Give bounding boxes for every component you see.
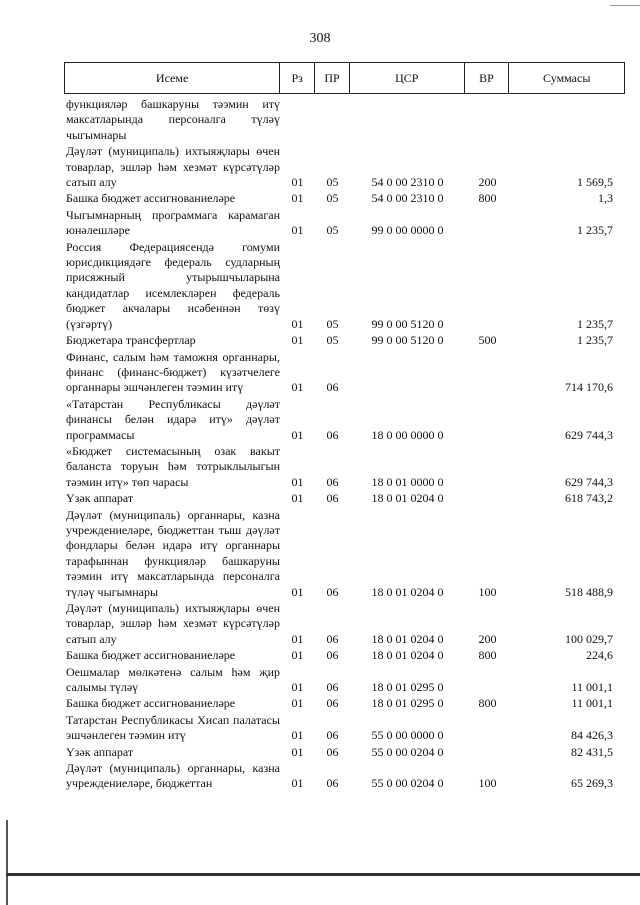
cell-csr: 55 0 00 0000 0 — [371, 728, 444, 743]
table-row — [64, 397, 625, 443]
cell-name: Дәүләт (муниципаль) ихтыяҗлары өчен товарлар, эшләр һәм хезмәт күрсәтүләр сатып алу — [66, 601, 280, 646]
cell-sum: 82 431,5 — [571, 744, 613, 759]
cell-name: «Бюджет системасының озак вакыт баланста торуын һәм тотрыклылыгын тәэмин итү» төп чарасы — [66, 443, 280, 489]
cell-csr: 18 0 01 0295 0 — [371, 696, 444, 711]
cell-pr: 06 — [326, 776, 339, 791]
cell-rz: 01 — [291, 728, 304, 743]
cell-rz: 01 — [291, 680, 304, 695]
cell-name: Бюджетара трансфертлар — [66, 333, 196, 348]
cell-csr: 55 0 00 0204 0 — [371, 744, 444, 759]
cell-name: Башка бюджет ассигнованиеләре — [66, 191, 236, 206]
cell-name: Дәүләт (муниципаль) ихтыяҗлары өчен товарлар, эшләр һәм хезмәт күрсәтүләр сатып алу — [66, 144, 280, 190]
cell-sum: 11 001,1 — [571, 696, 613, 711]
cell-pr: 05 — [326, 333, 339, 348]
page-number: 308 — [309, 31, 331, 46]
cell-pr: 06 — [326, 427, 339, 442]
cell-csr: 18 0 01 0204 0 — [371, 631, 444, 646]
cell-name: Татарстан Республикасы Хисап палатасы эшчәнлеген тәэмин итү — [66, 712, 280, 743]
cell-sum: 1 235,7 — [577, 223, 613, 238]
table-row — [64, 444, 625, 490]
cell-pr: 05 — [326, 191, 339, 206]
cell-pr: 06 — [326, 380, 339, 395]
cell-pr: 06 — [326, 680, 339, 695]
cell-pr: 06 — [326, 584, 339, 599]
cell-sum: 618 743,2 — [565, 491, 613, 506]
cell-vr: 100 — [478, 584, 497, 599]
cell-csr: 54 0 00 2310 0 — [371, 175, 444, 190]
cell-vr: 500 — [478, 333, 497, 348]
cell-name: функцияләр башкаруны тәэмин итү максатларында персоналга түләү чыгымнары — [66, 97, 280, 142]
left-margin-rule — [6, 820, 8, 905]
cell-pr: 06 — [326, 474, 339, 489]
table-body — [64, 97, 625, 793]
cell-sum: 65 269,3 — [571, 776, 613, 791]
cell-csr: 99 0 00 5120 0 — [371, 333, 444, 348]
cell-vr: 800 — [478, 696, 497, 711]
cell-vr: 100 — [478, 776, 497, 791]
cell-sum: 1 569,5 — [577, 175, 613, 190]
cell-pr: 06 — [326, 744, 339, 759]
cell-rz: 01 — [291, 584, 304, 599]
cell-name: Башка бюджет ассигнованиеләре — [66, 648, 236, 663]
cell-sum: 629 744,3 — [565, 474, 613, 489]
cell-rz: 01 — [291, 631, 304, 646]
cell-rz: 01 — [291, 491, 304, 506]
header-vr: ВР — [465, 63, 510, 93]
cell-rz: 01 — [291, 427, 304, 442]
table-row — [64, 648, 625, 663]
header-csr: ЦСР — [350, 63, 465, 93]
cell-sum: 1,3 — [598, 191, 613, 206]
cell-csr: 55 0 00 0204 0 — [371, 776, 444, 791]
header-pr: ПР — [315, 63, 350, 93]
cell-pr: 06 — [326, 631, 339, 646]
cell-sum: 714 170,6 — [565, 380, 613, 395]
cell-name: Үзәк аппарат — [66, 744, 134, 759]
cell-csr: 18 0 01 0204 0 — [371, 584, 444, 599]
cell-vr: 200 — [478, 175, 497, 190]
cell-name: Башка бюджет ассигнованиеләре — [66, 696, 236, 711]
cell-csr: 99 0 00 0000 0 — [371, 223, 444, 238]
cell-csr: 18 0 01 0204 0 — [371, 491, 444, 506]
cell-csr: 54 0 00 2310 0 — [371, 191, 444, 206]
cell-sum: 629 744,3 — [565, 427, 613, 442]
table-row — [64, 696, 625, 711]
cell-rz: 01 — [291, 223, 304, 238]
table-row — [64, 208, 625, 239]
cell-csr: 18 0 01 0204 0 — [371, 648, 444, 663]
cell-vr: 800 — [478, 648, 497, 663]
cell-rz: 01 — [291, 474, 304, 489]
cell-vr: 800 — [478, 191, 497, 206]
table-row — [64, 713, 625, 744]
cell-rz: 01 — [291, 648, 304, 663]
cell-vr: 200 — [478, 631, 497, 646]
table-row — [64, 333, 625, 348]
cell-csr: 18 0 01 0000 0 — [371, 474, 444, 489]
cell-name: «Татарстан Республикасы дәүләт финансы белән идарә итү» дәүләт программасы — [66, 396, 280, 442]
cell-name: Чыгымнарның программага карамаган юнәлешләре — [66, 207, 280, 238]
cell-csr: 99 0 00 5120 0 — [371, 316, 444, 331]
cell-rz: 01 — [291, 191, 304, 206]
table-row — [64, 491, 625, 506]
cell-sum: 224,6 — [586, 648, 613, 663]
header-sum: Суммасы — [543, 70, 591, 85]
cell-sum: 518 488,9 — [565, 584, 613, 599]
cell-csr: 18 0 01 0295 0 — [371, 680, 444, 695]
table-row — [64, 350, 625, 396]
cell-sum: 100 029,7 — [565, 631, 613, 646]
cell-rz: 01 — [291, 776, 304, 791]
cell-name: Оешмалар мөлкәтенә салым һәм җир салымы түләү — [66, 664, 280, 695]
cell-sum: 11 001,1 — [571, 680, 613, 695]
table-row — [64, 97, 625, 143]
table-row — [64, 761, 625, 792]
table-row — [64, 745, 625, 760]
cell-rz: 01 — [291, 380, 304, 395]
cell-name: Россия Федерациясендә гомуми юрисдикциядәге федераль судларның присяжный утырышчыларына кандидатлар исемлекләрен федераль бюджет акчалары исәбеннән төзү (үзгәртү) — [66, 239, 280, 331]
cell-name: Дәүләт (муниципаль) органнары, казна учреждениеләре, бюджеттан — [66, 761, 280, 791]
table-row — [64, 508, 625, 600]
table-row — [64, 665, 625, 696]
cell-name: Финанс, салым һәм таможня органнары, финанс (финанс-бюджет) күзәтчелеге органнары эшчәнлеген тәэмин итү — [66, 349, 280, 395]
cell-name: Үзәк аппарат — [66, 491, 134, 506]
cell-name: Дәүләт (муниципаль) органнары, казна учреждениеләре, бюджеттан тыш дәүләт фондлары белән идарә итү органнары тарафыннан функцияләр башкаруны тәэмин итү максатларында персоналга түләү чыгымнары — [66, 507, 280, 599]
cell-sum: 84 426,3 — [571, 728, 613, 743]
cell-pr: 06 — [326, 696, 339, 711]
cell-rz: 01 — [291, 175, 304, 190]
top-edge-rule — [610, 5, 640, 6]
header-rz: Рз — [280, 63, 315, 93]
bottom-margin-rule — [6, 873, 640, 876]
cell-sum: 1 235,7 — [577, 333, 613, 348]
table-row — [64, 601, 625, 647]
cell-pr: 05 — [326, 316, 339, 331]
cell-pr: 06 — [326, 648, 339, 663]
cell-csr: 18 0 00 0000 0 — [371, 427, 444, 442]
cell-rz: 01 — [291, 333, 304, 348]
table-row — [64, 240, 625, 332]
table-header — [64, 62, 625, 94]
cell-rz: 01 — [291, 696, 304, 711]
cell-pr: 06 — [326, 491, 339, 506]
cell-pr: 06 — [326, 728, 339, 743]
table-row — [64, 191, 625, 206]
cell-rz: 01 — [291, 316, 304, 331]
cell-sum: 1 235,7 — [577, 316, 613, 331]
cell-pr: 05 — [326, 223, 339, 238]
table-row — [64, 144, 625, 190]
cell-pr: 05 — [326, 175, 339, 190]
cell-rz: 01 — [291, 744, 304, 759]
header-name: Исеме — [65, 63, 280, 93]
